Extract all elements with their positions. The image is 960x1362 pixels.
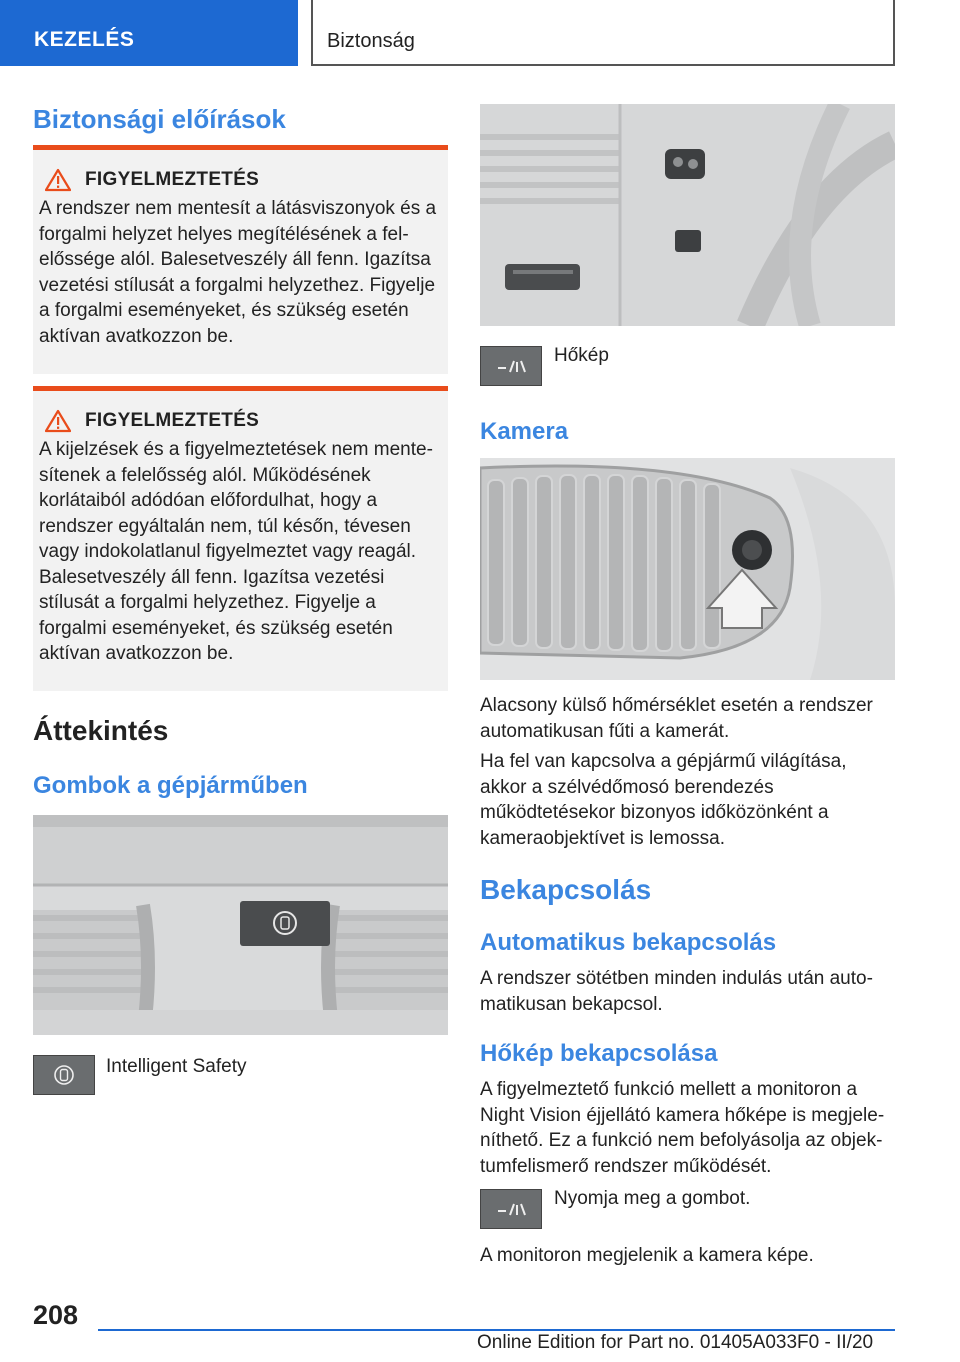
press-button-label: Nyomja meg a gombot. (554, 1188, 751, 1209)
auto-activation-text: A rendszer sötétben minden indulás után automatikusan bekapcsol. (480, 968, 873, 1015)
page-number: 208 (33, 1300, 79, 1330)
final-text: A monitoron megjelenik a kamera képe. (480, 1245, 814, 1266)
section-tab (0, 0, 298, 66)
intelligent-safety-button-icon (33, 1055, 95, 1095)
warning-triangle-icon (45, 409, 71, 433)
camera-title: Kamera (480, 418, 569, 445)
thermal-activation-text: A figyelmeztető funkció mellett a monitoron a Night Vision éjjellátó kamera hőképe is megjeleníthető. Ez a funkció nem befolyásolja az objektumfelismerő rendszer működését. (480, 1079, 885, 1177)
warning-label: FIGYELMEZTETÉS (85, 169, 260, 190)
warning-label: FIGYELMEZTETÉS (85, 410, 260, 431)
warning-box-2 (33, 386, 448, 691)
thermal-button-icon (480, 346, 542, 386)
camera-paragraph-2: Ha fel van kapcsolva a gépjármű világítása, akkor a szélvédőmosó berendezés működtetésekor bizonyos időközönként a kameraobjektívet is lemossa. (480, 751, 847, 849)
footer-rule (98, 1329, 895, 1331)
chapter-header (311, 0, 895, 66)
steering-figure (480, 104, 895, 326)
intelligent-safety-label: Intelligent Safety (106, 1056, 247, 1077)
buttons-title: Gombok a gépjárműben (33, 772, 308, 799)
thermal-activation-title: Hőkép bekapcsolása (480, 1040, 718, 1067)
camera-paragraph-1: Alacsony külső hőmérséklet esetén a rendszer automatikusan fűti a kamerát. (480, 695, 873, 742)
section-title: Biztonsági előírások (33, 104, 286, 134)
auto-activation-title: Automatikus bekapcsolás (480, 929, 777, 956)
warning-text: A rendszer nem mentesít a látásviszonyok és a forgalmi helyzet helyes megítélésének a felelőssége alól. Balesetveszély áll fenn. Igazítsa vezetési stílusát a forgalmi helyzethez. Figyelje a forgalmi eseményeket, és szükség esetén aktívan avatkozzon be. (39, 198, 437, 347)
warning-box-1 (33, 145, 448, 374)
activation-title: Bekapcsolás (480, 874, 652, 905)
edition-text: Online Edition for Part no. 01405A033F0 - II/20 (477, 1332, 874, 1353)
overview-title: Áttekintés (33, 715, 169, 746)
dashboard-figure (33, 815, 448, 1035)
thermal-button-icon-2 (480, 1189, 542, 1229)
warning-triangle-icon (45, 168, 71, 192)
warning-text: A kijelzések és a figyelmeztetések nem mentesítenek a felelősség alól. Működésének korlátaiból adódóan előfordulhat, hogy a rendszer egyáltalán nem, túl későn, tévesen vagy indokolatlanul figyelmeztet vagy reagál. Balesetveszély áll fenn. Igazítsa vezetési stílusát a forgalmi helyzethez. Figyelje a forgalmi eseményeket, és szükség esetén aktívan avatkozzon be. (39, 439, 433, 664)
grille-camera-figure (480, 458, 895, 680)
section-label: KEZELÉS (34, 28, 135, 51)
chapter-label: Biztonság (327, 30, 415, 52)
thermal-label: Hőkép (554, 345, 609, 366)
